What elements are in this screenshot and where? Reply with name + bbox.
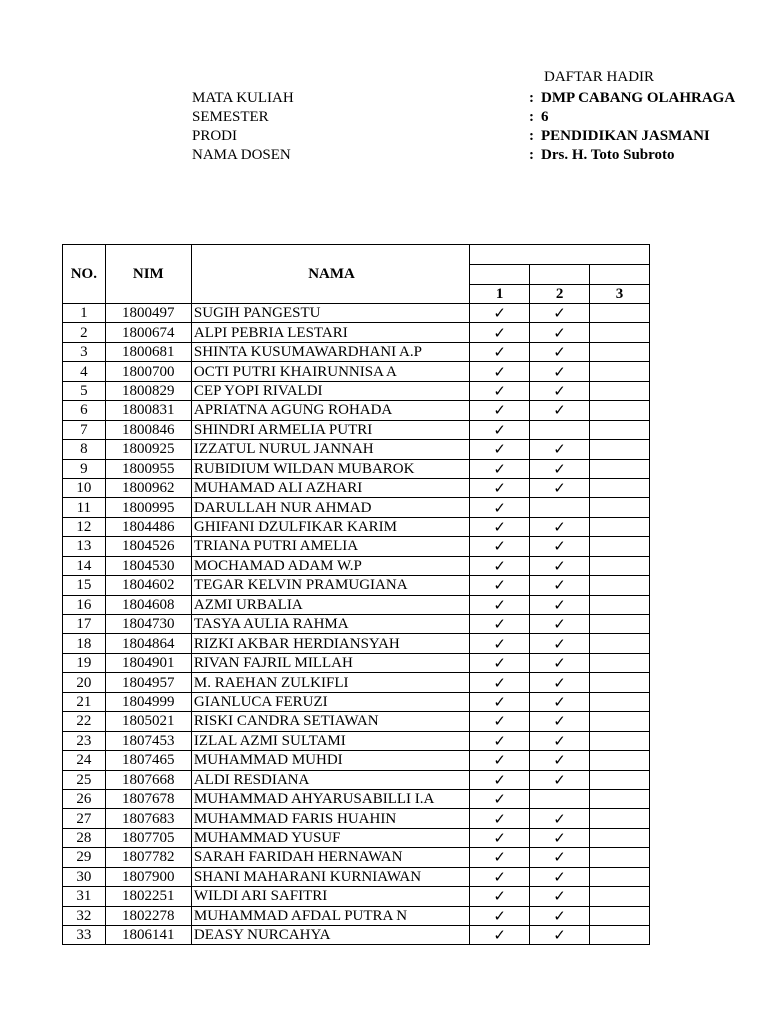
cell-attendance-2: ✓ <box>530 926 590 945</box>
cell-no: 4 <box>63 362 106 381</box>
cell-nama: MUHAMAD ALI AZHARI <box>191 478 469 497</box>
cell-attendance-2: ✓ <box>530 770 590 789</box>
cell-attendance-2: ✓ <box>530 537 590 556</box>
cell-nim: 1804608 <box>105 595 191 614</box>
cell-nama: WILDI ARI SAFITRI <box>191 887 469 906</box>
cell-nim: 1807678 <box>105 789 191 808</box>
cell-no: 29 <box>63 848 106 867</box>
cell-attendance-2: ✓ <box>530 673 590 692</box>
cell-no: 25 <box>63 770 106 789</box>
table-row <box>63 459 650 478</box>
cell-nama: MUHAMMAD MUHDI <box>191 751 469 770</box>
cell-nim: 1807453 <box>105 731 191 750</box>
cell-attendance-1: ✓ <box>470 731 530 750</box>
cell-no: 16 <box>63 595 106 614</box>
cell-attendance-2: ✓ <box>530 867 590 886</box>
cell-attendance-2: ✓ <box>530 595 590 614</box>
cell-attendance-1: ✓ <box>470 478 530 497</box>
cell-nim: 1804486 <box>105 517 191 536</box>
cell-no: 10 <box>63 478 106 497</box>
cell-nama: SUGIH PANGESTU <box>191 304 469 323</box>
cell-no: 2 <box>63 323 106 342</box>
info-colon: : <box>529 128 534 144</box>
cell-nama: MUHAMMAD AHYARUSABILLI I.A <box>191 789 469 808</box>
table-row <box>63 770 650 789</box>
info-value: 6 <box>541 109 549 125</box>
cell-no: 15 <box>63 576 106 595</box>
cell-no: 6 <box>63 401 106 420</box>
cell-no: 27 <box>63 809 106 828</box>
info-colon: : <box>529 90 534 106</box>
cell-nim: 1807683 <box>105 809 191 828</box>
cell-attendance-1: ✓ <box>470 459 530 478</box>
cell-attendance-1: ✓ <box>470 595 530 614</box>
cell-attendance-3 <box>590 828 650 847</box>
info-label: MATA KULIAH <box>192 90 294 106</box>
cell-nim: 1806141 <box>105 926 191 945</box>
cell-no: 32 <box>63 906 106 925</box>
cell-no: 12 <box>63 517 106 536</box>
cell-attendance-2: ✓ <box>530 342 590 361</box>
cell-attendance-2: ✓ <box>530 381 590 400</box>
cell-nim: 1807668 <box>105 770 191 789</box>
cell-nama: M. RAEHAN ZULKIFLI <box>191 673 469 692</box>
cell-nim: 1804530 <box>105 556 191 575</box>
cell-attendance-3 <box>590 770 650 789</box>
cell-no: 1 <box>63 304 106 323</box>
cell-attendance-1: ✓ <box>470 926 530 945</box>
cell-nim: 1805021 <box>105 712 191 731</box>
table-row <box>63 440 650 459</box>
table-row <box>63 517 650 536</box>
cell-attendance-1: ✓ <box>470 498 530 517</box>
cell-no: 18 <box>63 634 106 653</box>
cell-attendance-1: ✓ <box>470 751 530 770</box>
cell-nama: SHANI MAHARANI KURNIAWAN <box>191 867 469 886</box>
cell-nama: RUBIDIUM WILDAN MUBAROK <box>191 459 469 478</box>
table-row <box>63 362 650 381</box>
info-label: SEMESTER <box>192 109 269 125</box>
cell-attendance-3 <box>590 323 650 342</box>
attendance-table <box>62 244 650 945</box>
cell-nim: 1800846 <box>105 420 191 439</box>
cell-attendance-2: ✓ <box>530 751 590 770</box>
cell-nama: RIVAN FAJRIL MILLAH <box>191 653 469 672</box>
table-row <box>63 692 650 711</box>
cell-attendance-3 <box>590 789 650 808</box>
table-row <box>63 867 650 886</box>
cell-attendance-2: ✓ <box>530 517 590 536</box>
cell-attendance-3 <box>590 809 650 828</box>
cell-attendance-2: ✓ <box>530 653 590 672</box>
cell-attendance-3 <box>590 906 650 925</box>
cell-attendance-3 <box>590 576 650 595</box>
table-row <box>63 926 650 945</box>
table-row <box>63 751 650 770</box>
table-row <box>63 401 650 420</box>
cell-nim: 1804901 <box>105 653 191 672</box>
table-row <box>63 712 650 731</box>
cell-attendance-1: ✓ <box>470 712 530 731</box>
cell-nama: CEP YOPI RIVALDI <box>191 381 469 400</box>
cell-no: 21 <box>63 692 106 711</box>
cell-attendance-2: ✓ <box>530 615 590 634</box>
cell-no: 5 <box>63 381 106 400</box>
cell-no: 7 <box>63 420 106 439</box>
cell-attendance-3 <box>590 304 650 323</box>
cell-attendance-2: ✓ <box>530 576 590 595</box>
cell-attendance-3 <box>590 731 650 750</box>
cell-attendance-2: ✓ <box>530 401 590 420</box>
cell-attendance-2: ✓ <box>530 323 590 342</box>
cell-nim: 1804730 <box>105 615 191 634</box>
cell-attendance-2: ✓ <box>530 440 590 459</box>
info-colon: : <box>529 147 534 163</box>
cell-no: 33 <box>63 926 106 945</box>
cell-attendance-2: ✓ <box>530 809 590 828</box>
table-row <box>63 381 650 400</box>
cell-nama: AZMI URBALIA <box>191 595 469 614</box>
cell-attendance-2: ✓ <box>530 906 590 925</box>
meeting-date-cell <box>530 265 590 285</box>
cell-attendance-3 <box>590 498 650 517</box>
cell-nama: SHINDRI ARMELIA PUTRI <box>191 420 469 439</box>
table-row <box>63 537 650 556</box>
cell-attendance-3 <box>590 926 650 945</box>
cell-no: 13 <box>63 537 106 556</box>
cell-nim: 1804602 <box>105 576 191 595</box>
table-row <box>63 615 650 634</box>
cell-nim: 1800497 <box>105 304 191 323</box>
cell-nim: 1804864 <box>105 634 191 653</box>
cell-attendance-1: ✓ <box>470 420 530 439</box>
table-row <box>63 323 650 342</box>
cell-no: 8 <box>63 440 106 459</box>
cell-attendance-3 <box>590 673 650 692</box>
cell-nim: 1800700 <box>105 362 191 381</box>
cell-nim: 1800674 <box>105 323 191 342</box>
document-title: DAFTAR HADIR <box>544 69 655 85</box>
cell-attendance-1: ✓ <box>470 634 530 653</box>
cell-nim: 1800681 <box>105 342 191 361</box>
cell-nama: OCTI PUTRI KHAIRUNNISA A <box>191 362 469 381</box>
cell-nim: 1807900 <box>105 867 191 886</box>
cell-nama: MUHAMMAD YUSUF <box>191 828 469 847</box>
table-row <box>63 809 650 828</box>
table-row <box>63 731 650 750</box>
cell-attendance-3 <box>590 712 650 731</box>
cell-attendance-2: ✓ <box>530 848 590 867</box>
cell-nama: TRIANA PUTRI AMELIA <box>191 537 469 556</box>
cell-nama: IZLAL AZMI SULTAMI <box>191 731 469 750</box>
table-row <box>63 673 650 692</box>
cell-attendance-3 <box>590 653 650 672</box>
cell-nim: 1807465 <box>105 751 191 770</box>
cell-nim: 1800829 <box>105 381 191 400</box>
cell-attendance-1: ✓ <box>470 576 530 595</box>
meeting-number-1: 1 <box>470 285 530 304</box>
cell-nama: RISKI CANDRA SETIAWAN <box>191 712 469 731</box>
cell-nama: ALDI RESDIANA <box>191 770 469 789</box>
column-header-nim: NIM <box>105 245 191 304</box>
info-value: PENDIDIKAN JASMANI <box>541 128 710 144</box>
cell-attendance-1: ✓ <box>470 401 530 420</box>
cell-nama: MUHAMMAD FARIS HUAHIN <box>191 809 469 828</box>
cell-attendance-2 <box>530 420 590 439</box>
cell-no: 28 <box>63 828 106 847</box>
table-row <box>63 478 650 497</box>
cell-attendance-3 <box>590 459 650 478</box>
cell-attendance-2: ✓ <box>530 887 590 906</box>
cell-attendance-1: ✓ <box>470 342 530 361</box>
cell-no: 3 <box>63 342 106 361</box>
cell-nama: SHINTA KUSUMAWARDHANI A.P <box>191 342 469 361</box>
cell-no: 19 <box>63 653 106 672</box>
table-row <box>63 887 650 906</box>
cell-attendance-1: ✓ <box>470 770 530 789</box>
meeting-number-2: 2 <box>530 285 590 304</box>
cell-attendance-3 <box>590 634 650 653</box>
cell-attendance-3 <box>590 478 650 497</box>
cell-nama: IZZATUL NURUL JANNAH <box>191 440 469 459</box>
cell-no: 30 <box>63 867 106 886</box>
cell-attendance-3 <box>590 751 650 770</box>
table-row <box>63 595 650 614</box>
meeting-number-3: 3 <box>590 285 650 304</box>
cell-no: 9 <box>63 459 106 478</box>
table-row <box>63 828 650 847</box>
cell-attendance-1: ✓ <box>470 615 530 634</box>
info-label: PRODI <box>192 128 238 144</box>
cell-nim: 1807705 <box>105 828 191 847</box>
cell-attendance-3 <box>590 537 650 556</box>
cell-attendance-2 <box>530 498 590 517</box>
cell-attendance-3 <box>590 848 650 867</box>
cell-nim: 1800955 <box>105 459 191 478</box>
cell-attendance-1: ✓ <box>470 809 530 828</box>
table-row <box>63 906 650 925</box>
cell-nim: 1804957 <box>105 673 191 692</box>
cell-attendance-1: ✓ <box>470 517 530 536</box>
cell-attendance-1: ✓ <box>470 381 530 400</box>
cell-attendance-2: ✓ <box>530 304 590 323</box>
info-colon: : <box>529 109 534 125</box>
cell-attendance-2: ✓ <box>530 478 590 497</box>
cell-attendance-1: ✓ <box>470 848 530 867</box>
cell-nama: RIZKI AKBAR HERDIANSYAH <box>191 634 469 653</box>
info-label: NAMA DOSEN <box>192 147 291 163</box>
cell-nama: MUHAMMAD AFDAL PUTRA N <box>191 906 469 925</box>
cell-nama: GHIFANI DZULFIKAR KARIM <box>191 517 469 536</box>
info-value: Drs. H. Toto Subroto <box>541 147 675 163</box>
cell-attendance-3 <box>590 401 650 420</box>
cell-attendance-3 <box>590 420 650 439</box>
table-row <box>63 576 650 595</box>
cell-nama: APRIATNA AGUNG ROHADA <box>191 401 469 420</box>
cell-nama: GIANLUCA FERUZI <box>191 692 469 711</box>
cell-attendance-2: ✓ <box>530 731 590 750</box>
attendance-table-body <box>63 304 650 945</box>
table-row <box>63 556 650 575</box>
cell-attendance-3 <box>590 381 650 400</box>
cell-attendance-3 <box>590 692 650 711</box>
cell-nama: TASYA AULIA RAHMA <box>191 615 469 634</box>
cell-nim: 1800995 <box>105 498 191 517</box>
cell-attendance-1: ✓ <box>470 789 530 808</box>
meeting-group-header <box>470 245 650 265</box>
meeting-date-cell <box>590 265 650 285</box>
cell-attendance-1: ✓ <box>470 304 530 323</box>
cell-attendance-3 <box>590 595 650 614</box>
table-row <box>63 789 650 808</box>
cell-no: 14 <box>63 556 106 575</box>
cell-nim: 1800925 <box>105 440 191 459</box>
cell-attendance-3 <box>590 362 650 381</box>
cell-attendance-3 <box>590 556 650 575</box>
cell-attendance-1: ✓ <box>470 887 530 906</box>
table-row <box>63 653 650 672</box>
cell-no: 24 <box>63 751 106 770</box>
cell-no: 22 <box>63 712 106 731</box>
cell-no: 23 <box>63 731 106 750</box>
table-row <box>63 420 650 439</box>
cell-nama: DARULLAH NUR AHMAD <box>191 498 469 517</box>
cell-nama: TEGAR KELVIN PRAMUGIANA <box>191 576 469 595</box>
table-header-row <box>63 245 650 265</box>
cell-nim: 1802251 <box>105 887 191 906</box>
cell-attendance-2 <box>530 789 590 808</box>
cell-attendance-1: ✓ <box>470 653 530 672</box>
info-value: DMP CABANG OLAHRAGA <box>541 90 736 106</box>
cell-attendance-1: ✓ <box>470 440 530 459</box>
cell-attendance-2: ✓ <box>530 459 590 478</box>
cell-attendance-1: ✓ <box>470 323 530 342</box>
cell-attendance-3 <box>590 867 650 886</box>
cell-attendance-3 <box>590 342 650 361</box>
cell-attendance-2: ✓ <box>530 634 590 653</box>
cell-nim: 1807782 <box>105 848 191 867</box>
table-row <box>63 304 650 323</box>
cell-nama: SARAH FARIDAH HERNAWAN <box>191 848 469 867</box>
cell-nama: ALPI PEBRIA LESTARI <box>191 323 469 342</box>
table-row <box>63 498 650 517</box>
cell-attendance-1: ✓ <box>470 556 530 575</box>
cell-nim: 1800831 <box>105 401 191 420</box>
cell-nim: 1800962 <box>105 478 191 497</box>
cell-attendance-3 <box>590 440 650 459</box>
cell-nim: 1804526 <box>105 537 191 556</box>
table-row <box>63 634 650 653</box>
cell-attendance-3 <box>590 887 650 906</box>
cell-no: 20 <box>63 673 106 692</box>
cell-no: 17 <box>63 615 106 634</box>
cell-attendance-2: ✓ <box>530 556 590 575</box>
column-header-no: NO. <box>63 245 106 304</box>
cell-attendance-1: ✓ <box>470 867 530 886</box>
cell-no: 11 <box>63 498 106 517</box>
cell-attendance-1: ✓ <box>470 362 530 381</box>
cell-attendance-1: ✓ <box>470 828 530 847</box>
column-header-nama: NAMA <box>191 245 469 304</box>
cell-attendance-3 <box>590 517 650 536</box>
cell-attendance-2: ✓ <box>530 828 590 847</box>
table-row <box>63 848 650 867</box>
cell-attendance-2: ✓ <box>530 362 590 381</box>
cell-attendance-1: ✓ <box>470 692 530 711</box>
cell-no: 31 <box>63 887 106 906</box>
cell-nim: 1804999 <box>105 692 191 711</box>
cell-attendance-2: ✓ <box>530 712 590 731</box>
cell-nama: DEASY NURCAHYA <box>191 926 469 945</box>
cell-attendance-2: ✓ <box>530 692 590 711</box>
table-row <box>63 342 650 361</box>
cell-nim: 1802278 <box>105 906 191 925</box>
cell-attendance-1: ✓ <box>470 906 530 925</box>
cell-attendance-1: ✓ <box>470 537 530 556</box>
cell-no: 26 <box>63 789 106 808</box>
cell-attendance-3 <box>590 615 650 634</box>
cell-attendance-1: ✓ <box>470 673 530 692</box>
meeting-date-cell <box>470 265 530 285</box>
cell-nama: MOCHAMAD ADAM W.P <box>191 556 469 575</box>
